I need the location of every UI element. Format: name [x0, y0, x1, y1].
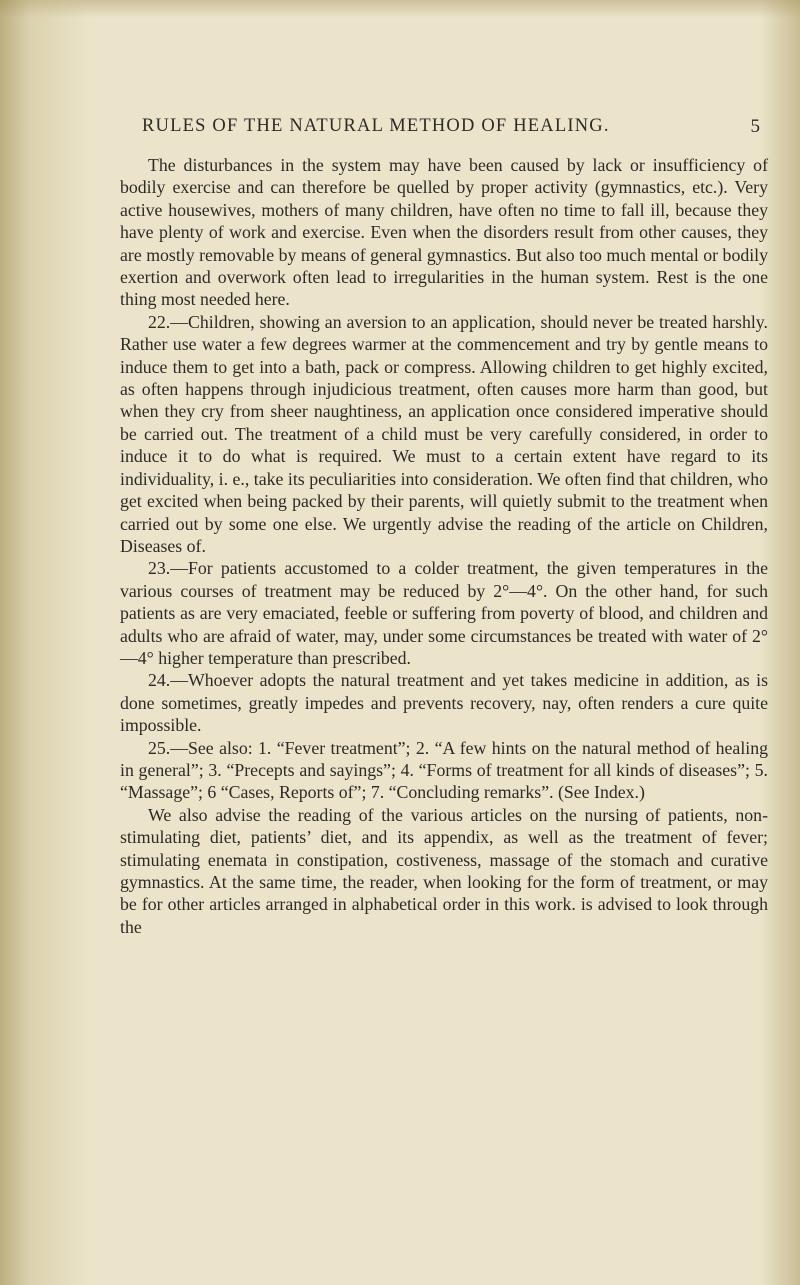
- paragraph-advice: We also advise the reading of the various articles on the nursing of patients, non-stimulating diet, patients’ diet, and its appendix, as well as the treatment of fever; stimulating enemata in constipation, costiveness, massage of the stomach and curative gymnastics. At the same time, the reader, when looking for the form of treatment, or may be for other articles arranged in alphabetical order in this work. is advised to look through the: [120, 804, 768, 937]
- page-header: [120, 116, 760, 142]
- running-head: RULES OF THE NATURAL METHOD OF HEALING.: [142, 116, 610, 136]
- paragraph-23: 23.—For patients accustomed to a colder treatment, the given temperatures in the various courses of treatment may be reduced by 2°—4°. On the other hand, for such patients as are very emaciated, feeble or suffering from poverty of blood, and children and adults who are afraid of water, may, under some circumstances be treated with water of 2°—4° higher temperature than prescribed.: [120, 558, 768, 668]
- paragraph-intro: The disturbances in the system may have been caused by lack or insufficiency of bodily exercise and can therefore be quelled by proper activity (gymnastics, etc.). Very active housewives, mothers of many children, have often no time to fall ill, because they have plenty of work and exercise. Even when the disorders result from other causes, they are mostly removable by means of general gymnastics. But also too much mental or bodily exertion and overwork often lead to irregularities in the human system. Rest is the one thing most needed here.: [120, 155, 768, 310]
- paragraph-25: 25.—See also: 1. “Fever treatment”; 2. “A few hints on the natural method of healing in general”; 3. “Precepts and sayings”; 4. “Forms of treatment for all kinds of diseases”; 5. “Massage”; 6 “Cases, Reports of”; 7. “Concluding remarks”. (See Index.): [120, 737, 768, 803]
- page-number: 5: [750, 116, 760, 137]
- body-text: [120, 154, 768, 938]
- paragraph-24: 24.—Whoever adopts the natural treatment and yet takes medicine in addition, as is done sometimes, greatly impedes and prevents recovery, nay, often renders a cure quite impossible.: [120, 670, 768, 736]
- paragraph-22: 22.—Children, showing an aversion to an application, should never be treated harshly. Rather use water a few degrees warmer at the commencement and try by gentle means to induce them to get into a bath, pack or compress. Allowing children to get highly excited, as often happens through injudicious treatment, often causes more harm than good, but when they cry from sheer naughtiness, an application once considered imperative should be carried out. The treatment of a child must be very carefully considered, in order to induce it to do what is required. We must to a certain extent have regard to its individuality, i. e., take its peculiarities into consideration. We often find that children, who get excited when being packed by their parents, will quietly submit to the treatment when carried out by some one else. We urgently advise the reading of the article on Children, Diseases of.: [120, 311, 768, 556]
